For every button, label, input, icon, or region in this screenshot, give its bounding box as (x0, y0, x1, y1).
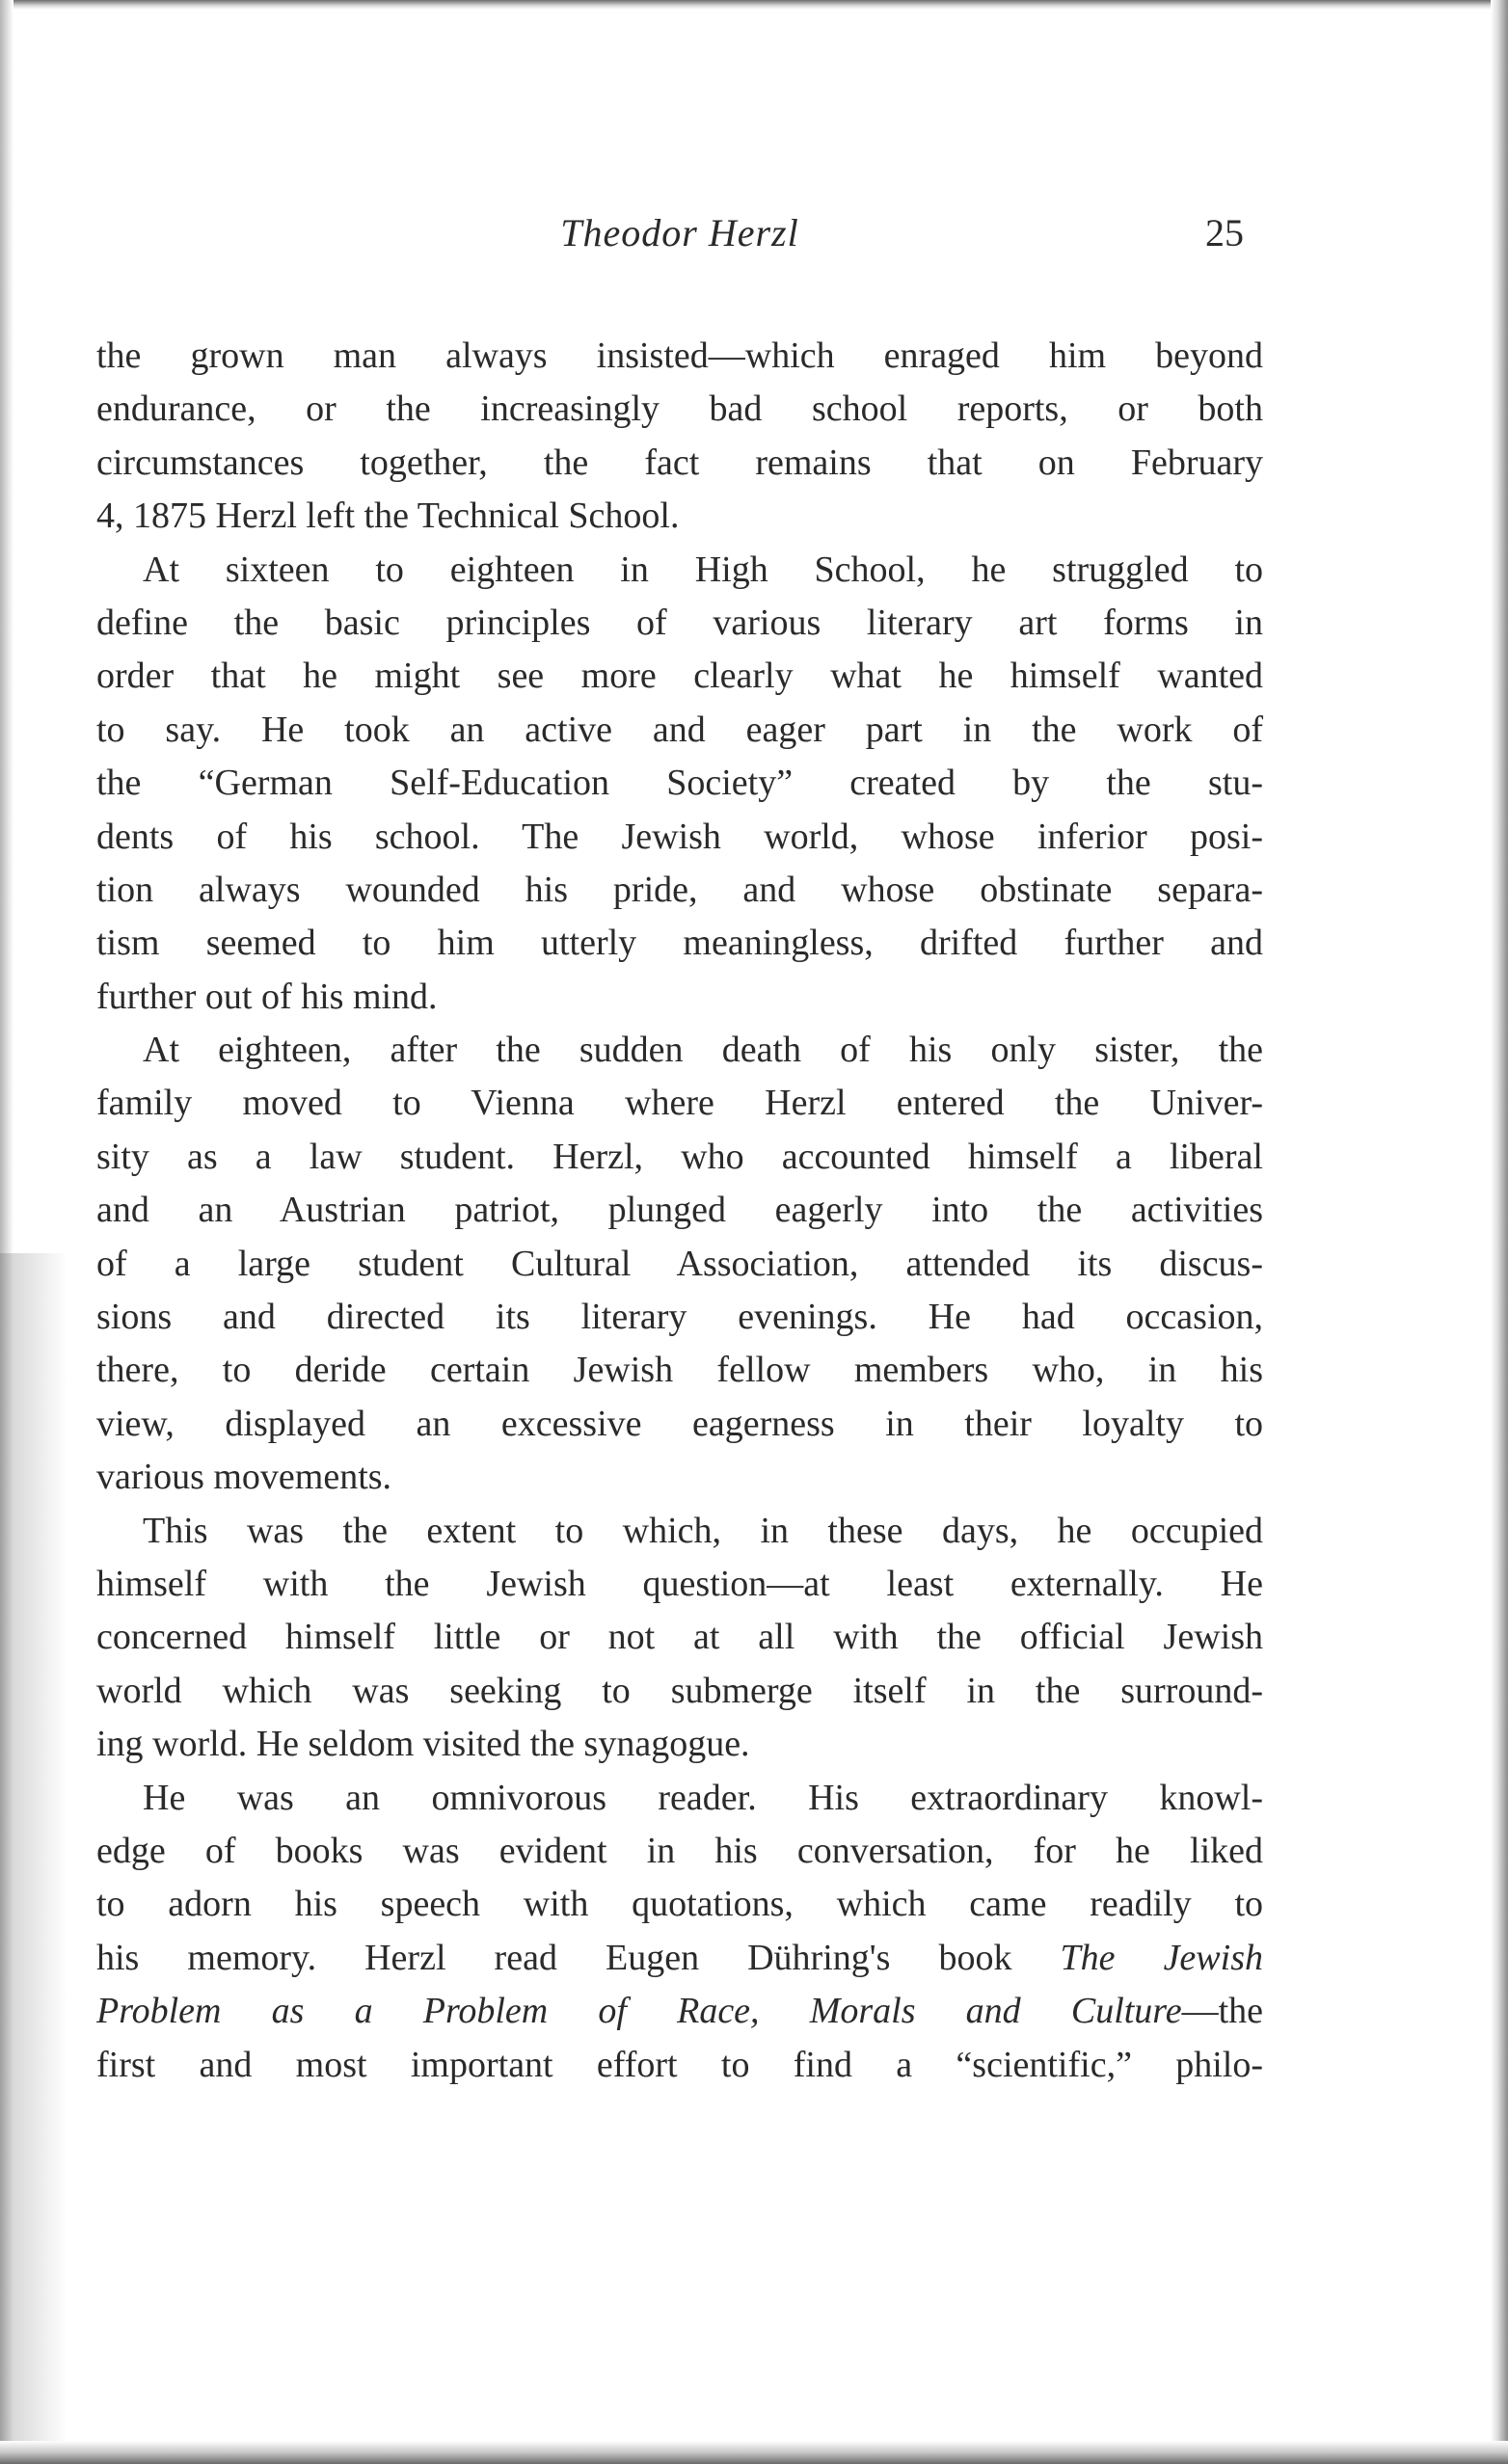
text-line: define the basic principles of various literary art forms in (96, 602, 1263, 643)
text-line: At sixteen to eighteen in High School, he struggled to (143, 549, 1263, 590)
text-line: tion always wounded his pride, and whose obstinate separa- (96, 869, 1263, 910)
text-line: the grown man always insisted—which enraged him beyond (96, 335, 1263, 376)
text-line: various movements. (96, 1457, 392, 1498)
text-line: to adorn his speech with quotations, which came readily to (96, 1884, 1263, 1925)
running-title: Theodor Herzl (560, 211, 799, 254)
text-line: ing world. He seldom visited the synagogue. (96, 1724, 750, 1765)
text-line: further out of his mind. (96, 976, 438, 1017)
text-line: the “German Self-Education Society” created by the stu- (96, 763, 1263, 804)
text-line (96, 1932, 1263, 1985)
text-line: sity as a law student. Herzl, who accounted himself a liberal (96, 1136, 1263, 1177)
book-title-italic: The Jewish (1060, 1937, 1263, 1978)
text-line: At eighteen, after the sudden death of his only sister, the (143, 1030, 1263, 1071)
text-line: 4, 1875 Herzl left the Technical School. (96, 495, 680, 537)
text-line: tism seemed to him utterly meaningless, drifted further and (96, 923, 1263, 964)
text-line-roman: —the (1181, 1991, 1263, 2032)
text-line: order that he might see more clearly what he himself wanted (96, 656, 1263, 697)
text-line: and an Austrian patriot, plunged eagerly into the activities (96, 1190, 1263, 1231)
text-line-roman: his memory. Herzl read Eugen Dühring's book (96, 1937, 1061, 1978)
text-line: This was the extent to which, in these days, he occupied (143, 1510, 1263, 1551)
text-line: there, to deride certain Jewish fellow members who, in his (96, 1350, 1263, 1391)
text-line: first and most important effort to find a “scientific,” philo- (96, 2044, 1263, 2085)
scan-edge-bottom (0, 2441, 1508, 2464)
book-title-italic: Problem as a Problem of Race, Morals and Culture (96, 1991, 1182, 2032)
text-line: family moved to Vienna where Herzl entered the Univer- (96, 1083, 1263, 1124)
text-line: to say. He took an active and eager part in the work of (96, 709, 1263, 750)
text-line (96, 1985, 1263, 2038)
binding-shadow (0, 1253, 67, 2464)
text-line: concerned himself little or not at all with the official Jewish (96, 1617, 1263, 1658)
page-number: 25 (1205, 211, 1244, 254)
text-line: himself with the Jewish question—at least externally. He (96, 1563, 1263, 1604)
text-line: circumstances together, the fact remains that on February (96, 442, 1263, 483)
text-line: sions and directed its literary evenings. He had occasion, (96, 1297, 1263, 1338)
text-line: edge of books was evident in his conversation, for he liked (96, 1830, 1263, 1871)
text-line: world which was seeking to submerge itself in the surround- (96, 1670, 1263, 1711)
text-line: dents of his school. The Jewish world, whose inferior posi- (96, 816, 1263, 857)
running-head (96, 210, 1263, 258)
body-text (96, 330, 1263, 2092)
text-line: endurance, or the increasingly bad school reports, or both (96, 388, 1263, 430)
text-line: view, displayed an excessive eagerness in their loyalty to (96, 1403, 1263, 1444)
scan-edge-right (1491, 0, 1508, 2464)
text-line: He was an omnivorous reader. His extraordinary knowl- (143, 1777, 1263, 1818)
scan-edge-top (0, 0, 1508, 10)
text-line: of a large student Cultural Association, attended its discus- (96, 1243, 1263, 1284)
